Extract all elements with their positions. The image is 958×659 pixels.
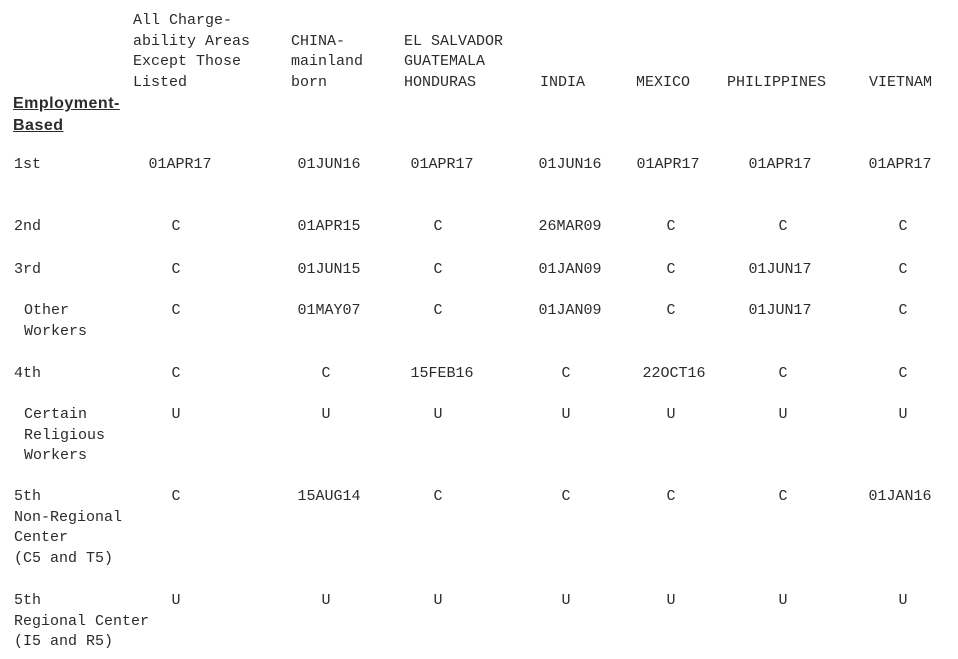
cell-5th-nonregional-china: 15AUG14 [297,488,361,505]
cell-religious-vietnam: U [898,406,908,423]
cell-5th-nonregional-mexico: C [666,488,676,505]
header-all-chargeability: All Charge- ability Areas Except Those Listed [133,12,251,91]
cell-4th-philippines: C [778,365,788,382]
header-mexico: MEXICO [636,73,691,91]
cell-religious-india: U [561,406,571,423]
cell-1st-all: 01APR17 [148,156,212,173]
cell-5th-nonregional-all: C [171,488,181,505]
cell-5th-regional-mexico: U [666,592,676,609]
cell-3rd-all: C [171,261,181,278]
cell-2nd-china: 01APR15 [297,218,361,235]
cell-4th-vietnam: C [898,365,908,382]
cell-religious-elsalvador: U [433,406,443,423]
row-label-certain-religious-workers: Certain Religious Workers [24,406,106,464]
cell-2nd-mexico: C [666,218,676,235]
cell-other-elsalvador: C [433,302,443,319]
cell-4th-india: C [561,365,571,382]
row-label-2nd: 2nd [14,218,42,235]
cell-2nd-vietnam: C [898,218,908,235]
cell-religious-mexico: U [666,406,676,423]
row-label-5th-regional-center: 5th Regional Center (I5 and R5) [14,592,150,650]
cell-religious-all: U [171,406,181,423]
section-heading-employment-based: Employment- Based [13,95,120,134]
cell-3rd-vietnam: C [898,261,908,278]
cell-3rd-india: 01JAN09 [538,261,602,278]
cell-5th-regional-philippines: U [778,592,788,609]
cell-3rd-elsalvador: C [433,261,443,278]
header-philippines: PHILIPPINES [727,73,827,91]
header-china: CHINA- mainland born [291,32,364,91]
cell-2nd-elsalvador: C [433,218,443,235]
cell-5th-nonregional-vietnam: 01JAN16 [868,488,932,505]
cell-other-philippines: 01JUN17 [748,302,812,319]
row-label-4th: 4th [14,365,42,382]
cell-5th-nonregional-india: C [561,488,571,505]
row-label-3rd: 3rd [14,261,42,278]
cell-4th-china: C [321,365,331,382]
cell-5th-regional-china: U [321,592,331,609]
cell-3rd-philippines: 01JUN17 [748,261,812,278]
cell-1st-india: 01JUN16 [538,156,602,173]
cell-5th-nonregional-philippines: C [778,488,788,505]
cell-5th-regional-vietnam: U [898,592,908,609]
header-el-salvador-guatemala-honduras: EL SALVADOR GUATEMALA HONDURAS [404,32,504,91]
cell-other-vietnam: C [898,302,908,319]
cell-3rd-mexico: C [666,261,676,278]
cell-religious-china: U [321,406,331,423]
cell-other-india: 01JAN09 [538,302,602,319]
cell-1st-elsalvador: 01APR17 [410,156,474,173]
cell-2nd-all: C [171,218,181,235]
row-label-other-workers: Other Workers [24,302,88,340]
cell-other-all: C [171,302,181,319]
cell-1st-philippines: 01APR17 [748,156,812,173]
cell-2nd-philippines: C [778,218,788,235]
cell-1st-china: 01JUN16 [297,156,361,173]
cell-other-mexico: C [666,302,676,319]
cell-5th-regional-elsalvador: U [433,592,443,609]
cell-1st-vietnam: 01APR17 [868,156,932,173]
cell-5th-regional-all: U [171,592,181,609]
cell-2nd-india: 26MAR09 [538,218,602,235]
cell-5th-nonregional-elsalvador: C [433,488,443,505]
row-label-5th-non-regional-center: 5th Non-Regional Center (C5 and T5) [14,488,123,567]
cell-3rd-china: 01JUN15 [297,261,361,278]
cell-4th-mexico: 22OCT16 [642,365,706,382]
cell-4th-elsalvador: 15FEB16 [410,365,474,382]
header-india: INDIA [540,73,586,91]
cell-4th-all: C [171,365,181,382]
cell-1st-mexico: 01APR17 [636,156,700,173]
cell-religious-philippines: U [778,406,788,423]
row-label-1st: 1st [14,156,42,173]
header-vietnam: VIETNAM [869,73,933,91]
cell-other-china: 01MAY07 [297,302,361,319]
cell-5th-regional-india: U [561,592,571,609]
